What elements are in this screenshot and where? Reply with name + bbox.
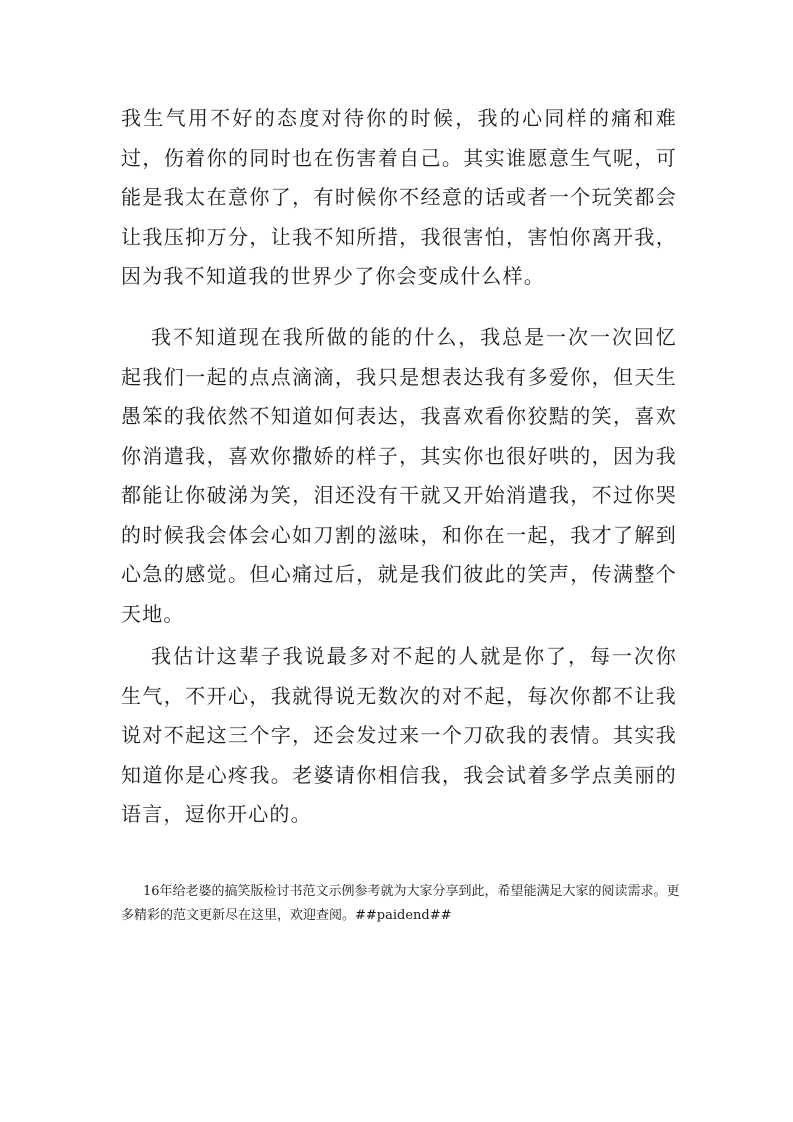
body-paragraph-2: 我不知道现在我所做的能的什么，我总是一次一次回忆起我们一起的点点滴滴，我只是想表达我有多爱你，但天生愚笨的我依然不知道如何表达，我喜欢看你狡黠的笑，喜欢你消遣我，喜欢你撒娇的样子，其实你也很好哄的，因为我都能让你破涕为笑，泪还没有干就又开始消遣我，不过你哭的时候我会体会心如刀割的滋味，和你在一起，我才了解到心急的感觉。但心痛过后，就是我们彼此的笑声，传满整个天地。 [121,325,677,626]
closing-note: 16年给老婆的搞笑版检讨书范文示例参考就为大家分享到此，希望能满足大家的阅读需求。更多精彩的范文更新尽在这里，欢迎查阅。##paidend## [121,884,680,923]
body-paragraph-1: 我生气用不好的态度对待你的时候，我的心同样的痛和难过，伤着你的同时也在伤害着自己。其实谁愿意生气呢，可能是我太在意你了，有时候你不经意的话或者一个玩笑都会让我压抑万分，让我不知所措，我很害怕，害怕你离开我，因为我不知道我的世界少了你会变成什么样。 [121,106,677,288]
body-paragraph-3: 我估计这辈子我说最多对不起的人就是你了，每一次你生气，不开心，我就得说无数次的对不起，每次你都不让我说对不起这三个字，还会发过来一个刀砍我的表情。其实我知道你是心疼我。老婆请你相信我，我会试着多学点美丽的语言，逗你开心的。 [121,644,677,826]
